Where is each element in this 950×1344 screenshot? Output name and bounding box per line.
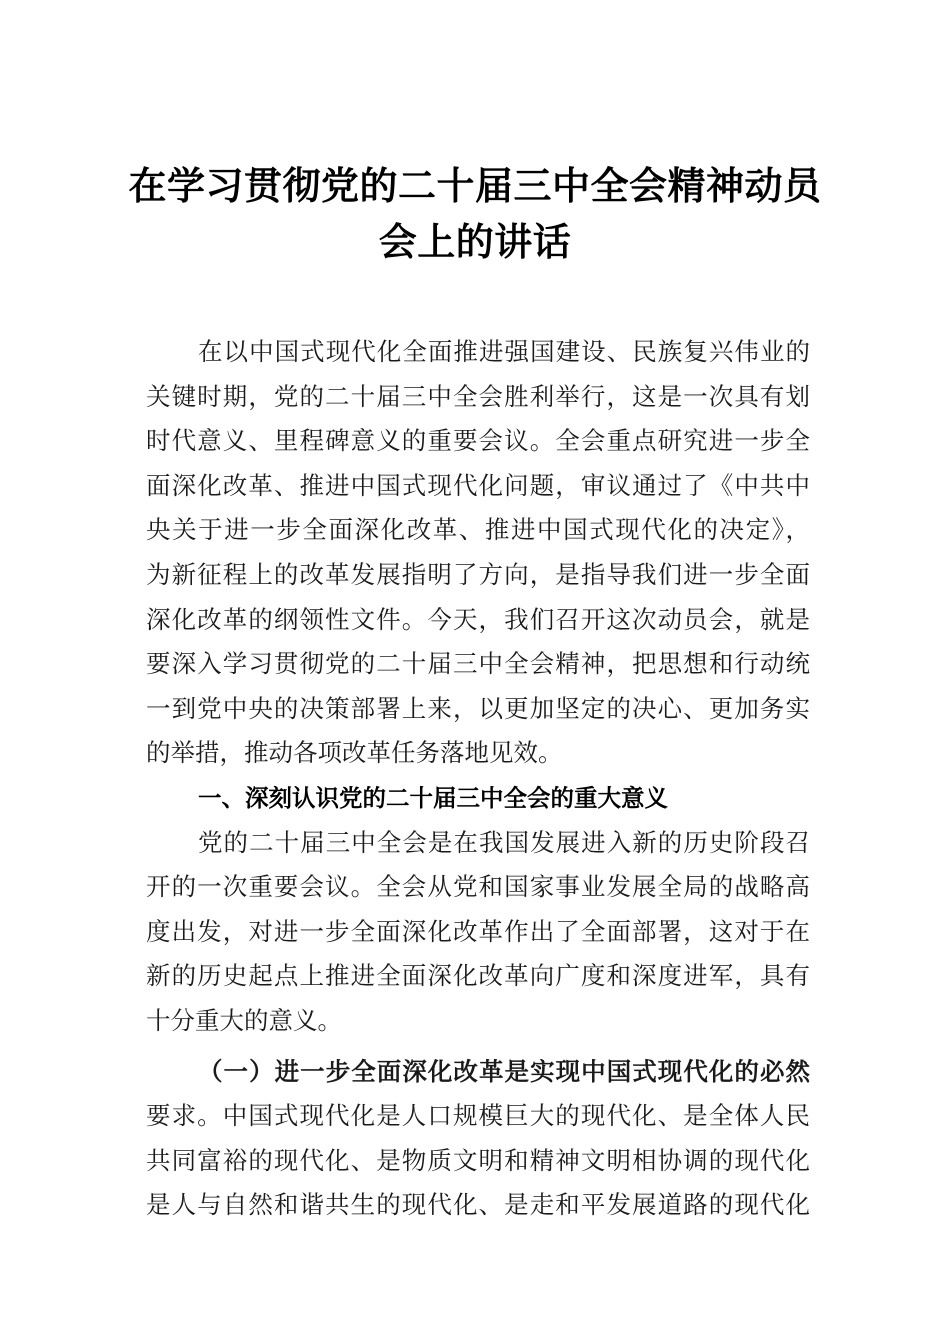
text-line: （一）进一步全面深化改革是实现中国式现代化的必然 [198,1056,810,1086]
paragraph-subsection-1 [146,1050,810,1228]
text-line: 在以中国式现代化全面推进强国建设、民族复兴伟业的 [198,337,810,366]
title-line: 会上的讲话 [378,220,572,264]
paragraph-significance [146,821,810,1044]
text-line: 要深入学习贯彻党的二十届三中全会精神，把思想和行动统 [146,649,810,679]
text-line: 是人与自然和谐共生的现代化、是走和平发展道路的现代化 [146,1190,810,1220]
text-line: 的举措，推动各项改革任务落地见效。 [146,738,563,768]
text-line: 时代意义、里程碑意义的重要会议。全会重点研究进一步全 [146,426,810,456]
paragraph-intro [146,330,810,776]
text-line: 十分重大的意义。 [146,1005,342,1035]
text-line: 面深化改革、推进中国式现代化问题，审议通过了《中共中 [146,470,810,500]
section-heading: 一、深刻认识党的二十届三中全会的重大意义 [198,783,668,812]
text-line: 新的历史起点上推进全面深化改革向广度和深度进军，具有 [146,961,810,991]
text-line: 要求。中国式现代化是人口规模巨大的现代化、是全体人民 [146,1101,810,1131]
text-line: 度出发，对进一步全面深化改革作出了全面部署，这对于在 [146,916,810,946]
document-title [110,158,840,270]
text-line: 党的二十届三中全会是在我国发展进入新的历史阶段召 [198,827,810,857]
text-line: 关键时期，党的二十届三中全会胜利举行，这是一次具有划 [146,381,810,411]
text-line: 央关于进一步全面深化改革、推进中国式现代化的决定》， [146,515,810,545]
document-body [146,330,810,1228]
text-line: 共同富裕的现代化、是物质文明和精神文明相协调的现代化 [146,1145,810,1175]
text-line: 一到党中央的决策部署上来，以更加坚定的决心、更加务实 [146,693,810,723]
text-line: 为新征程上的改革发展指明了方向，是指导我们进一步全面 [146,559,810,589]
text-line: 开的一次重要会议。全会从党和国家事业发展全局的战略高 [146,872,810,902]
text-line: 深化改革的纲领性文件。今天，我们召开这次动员会，就是 [146,604,810,634]
title-line: 在学习贯彻党的二十届三中全会精神动员 [128,164,822,208]
